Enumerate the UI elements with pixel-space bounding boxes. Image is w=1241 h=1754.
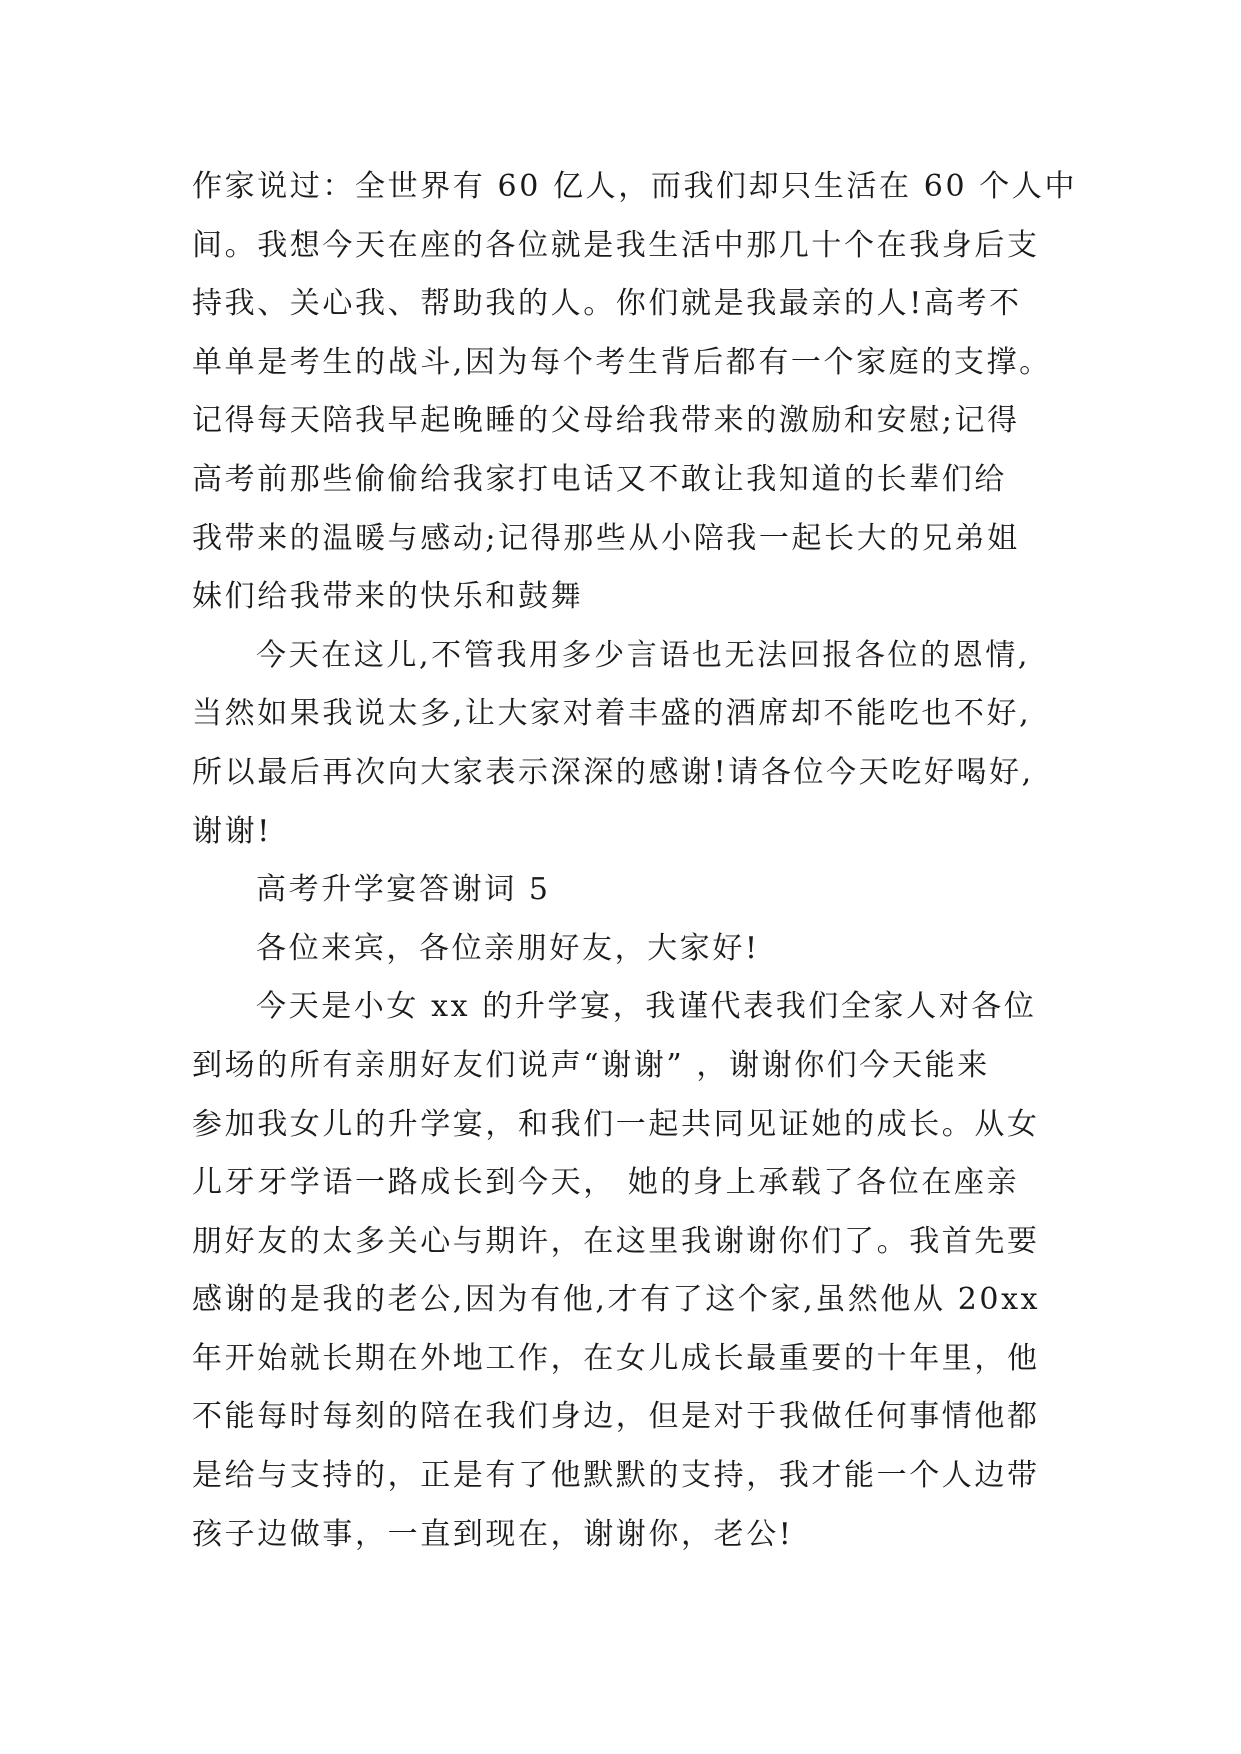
text-line: 持我、关心我、帮助我的人。你们就是我最亲的人!高考不	[192, 286, 1022, 322]
text-line: 妹们给我带来的快乐和鼓舞	[192, 579, 584, 615]
document-body	[192, 158, 1078, 1564]
text-line: 到场的所有亲朋好友们说声“谢谢” ，谢谢你们今天能来	[192, 1047, 990, 1083]
text-line: 当然如果我说太多,让大家对着丰盛的酒席却不能吃也不好,	[192, 696, 1032, 732]
text-line: 孩子边做事，一直到现在，谢谢你，老公!	[192, 1516, 794, 1552]
text-line: 不能每时每刻的陪在我们身边，但是对于我做任何事情他都	[192, 1399, 1040, 1435]
text-line: 感谢的是我的老公,因为有他,才有了这个家,虽然他从 20xx	[192, 1282, 1041, 1318]
text-line: 作家说过：全世界有 60 亿人，而我们却只生活在 60 个人中	[192, 169, 1078, 204]
text-line: 单单是考生的战斗,因为每个考生背后都有一个家庭的支撑。	[192, 344, 1052, 380]
text-line: 高考前那些偷偷给我家打电话又不敢让我知道的长辈们给	[192, 461, 1007, 497]
text-line: 间。我想今天在座的各位就是我生活中那几十个在我身后支	[192, 227, 1040, 263]
text-line: 今天在这儿,不管我用多少言语也无法回报各位的恩情,	[256, 637, 1031, 673]
text-line: 谢谢!	[192, 813, 272, 849]
text-line: 儿牙牙学语一路成长到今天， 她的身上承载了各位在座亲	[192, 1165, 1020, 1201]
text-line: 年开始就长期在外地工作，在女儿成长最重要的十年里，他	[192, 1340, 1040, 1376]
section-heading: 高考升学宴答谢词 5	[256, 872, 551, 908]
text-line: 所以最后再次向大家表示深深的感谢!请各位今天吃好喝好,	[192, 754, 1034, 790]
text-line: 我带来的温暖与感动;记得那些从小陪我一起长大的兄弟姐	[192, 520, 1020, 556]
text-line: 参加我女儿的升学宴，和我们一起共同见证她的成长。从女	[192, 1106, 1040, 1142]
text-line: 朋好友的太多关心与期许，在这里我谢谢你们了。我首先要	[192, 1223, 1040, 1259]
text-line: 记得每天陪我早起晚睡的父母给我带来的激励和安慰;记得	[192, 403, 1020, 439]
text-line: 是给与支持的，正是有了他默默的支持，我才能一个人边带	[192, 1458, 1040, 1494]
greeting-line: 各位来宾，各位亲朋好友，大家好!	[256, 930, 760, 966]
text-line: 今天是小女 xx 的升学宴，我谨代表我们全家人对各位	[256, 989, 1037, 1025]
